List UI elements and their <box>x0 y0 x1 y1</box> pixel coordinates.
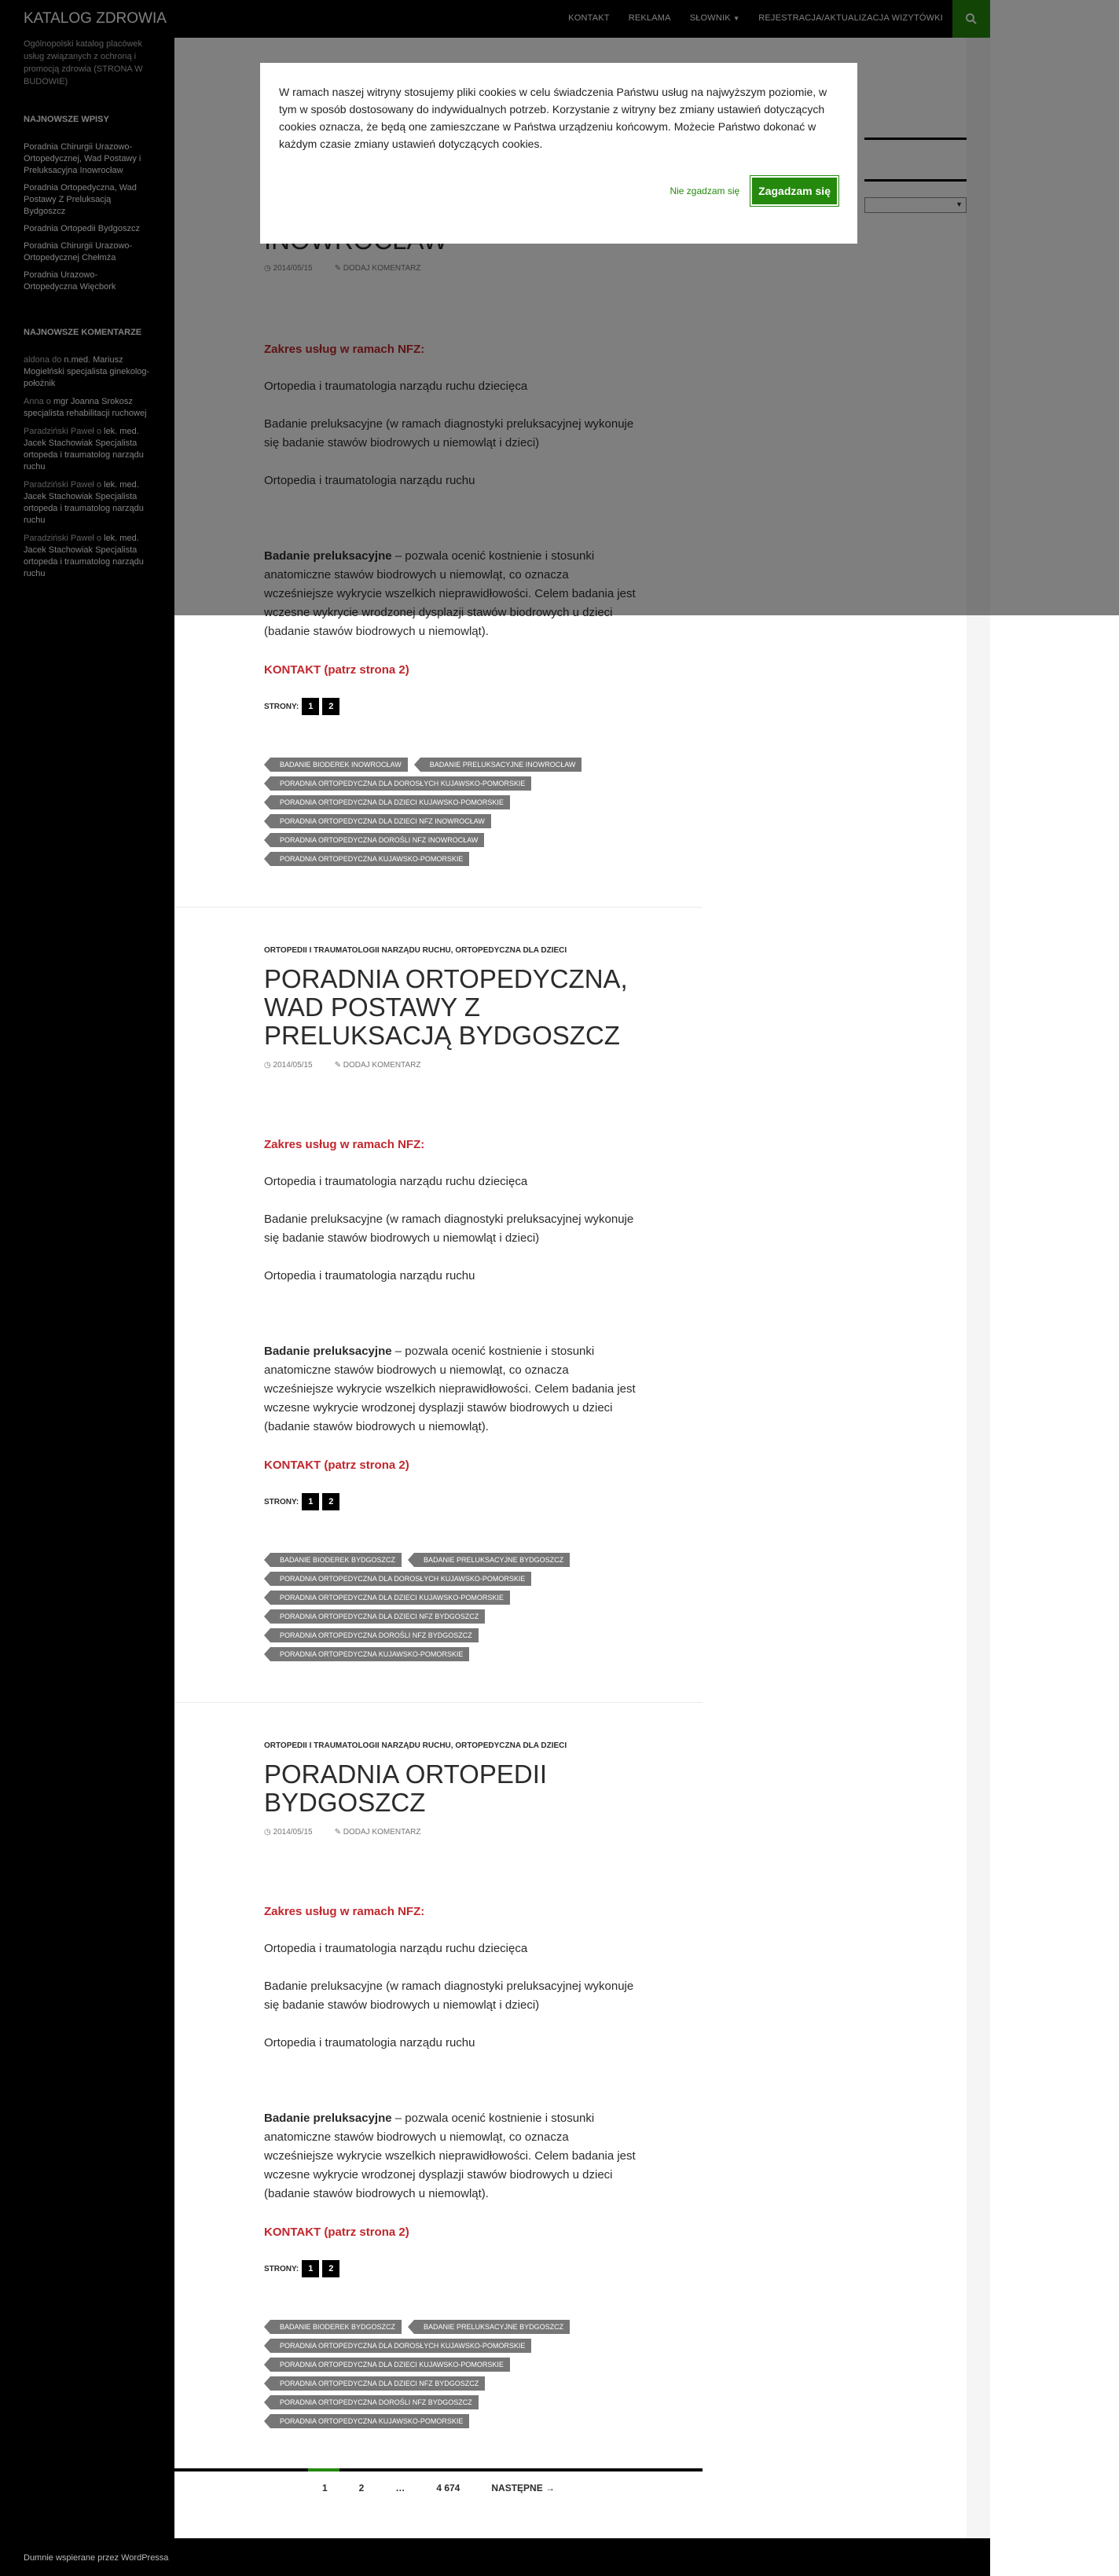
post-date[interactable]: ◷ 2014/05/15 <box>264 1828 313 1837</box>
tag[interactable]: PORADNIA ORTOPEDYCZNA KUJAWSKO-POMORSKIE <box>270 2414 469 2428</box>
tag[interactable]: BADANIE PRELUKSACYJNE INOWROCŁAW <box>420 758 582 772</box>
cookie-dialog <box>260 63 857 244</box>
cookie-text: W ramach naszej witryny stosujemy pliki cookies w celu świadczenia Państwu usług na najwyższym poziomie, w tym w sposób dostosowany do indywidualnych potrzeb. Korzystanie z witryny bez zmiany ustawień dotyczących cookies oznacza, że będą one zamieszczane w Państwa urządzeniu końcowym. Możecie Państwo dokonać w każdym czasie zmiany ustawień dotyczących cookies. <box>279 86 827 150</box>
post-separator <box>174 1702 703 1703</box>
add-comment-link[interactable]: ✎ DODAJ KOMENTARZ <box>334 1828 421 1837</box>
tag[interactable]: PORADNIA ORTOPEDYCZNA DLA DZIECI NFZ INOWROCŁAW <box>270 814 491 828</box>
tag[interactable]: PORADNIA ORTOPEDYCZNA DOROŚLI NFZ INOWROCŁAW <box>270 833 484 847</box>
tag[interactable]: PORADNIA ORTOPEDYCZNA DLA DZIECI NFZ BYDGOSZCZ <box>270 2376 485 2391</box>
tag[interactable]: PORADNIA ORTOPEDYCZNA DLA DOROSŁYCH KUJAWSKO-POMORSKIE <box>270 776 531 791</box>
page-link-2[interactable]: 2 <box>322 1493 339 1510</box>
tag[interactable]: BADANIE BIODEREK BYDGOSZCZ <box>270 2320 402 2334</box>
post-pages <box>264 698 339 715</box>
post-title[interactable]: PORADNIA ORTOPEDII BYDGOSZCZ <box>264 1760 548 1817</box>
paragraph: Badanie preluksacyjne (w ramach diagnostyki preluksacyjnej wykonuje się badanie stawów biodrowych u niemowląt i dzieci) <box>264 1980 634 2012</box>
post-title[interactable]: PORADNIA ORTOPEDYCZNA, WAD POSTAWY Z PRELUKSACJĄ BYDGOSZCZ <box>264 964 628 1050</box>
pagination-page[interactable]: 4 674 <box>436 2482 460 2493</box>
paragraph-rest: – pozwala ocenić kostnienie i stosunki anatomiczne stawów biodrowych u niemowląt, co oznacza wcześniejsze wykrycie wszelkich nieprawidłowości. Celem badania jest wczesne wykrycie wrodzonej dysplazji stawów biodrowych u dzieci (badanie stawów biodrowych u niemowląt). <box>264 1345 636 1433</box>
tag[interactable]: PORADNIA ORTOPEDYCZNA KUJAWSKO-POMORSKIE <box>270 1647 469 1661</box>
paragraph: Ortopedia i traumatologia narządu ruchu <box>264 2036 475 2049</box>
post-tags <box>264 1553 657 1666</box>
paragraph: Badanie preluksacyjne (w ramach diagnostyki preluksacyjnej wykonuje się badanie stawów biodrowych u niemowląt i dzieci) <box>264 1213 634 1245</box>
nfz-heading: Zakres usług w ramach NFZ: <box>264 1138 425 1151</box>
post-date[interactable]: ◷ 2014/05/15 <box>264 1061 313 1070</box>
pages-label: STRONY: <box>264 702 299 711</box>
tag[interactable]: BADANIE BIODEREK INOWROCŁAW <box>270 758 408 772</box>
post-tags <box>264 2320 657 2433</box>
post-separator <box>174 907 703 908</box>
tag[interactable]: PORADNIA ORTOPEDYCZNA DOROŚLI NFZ BYDGOSZCZ <box>270 2395 479 2409</box>
pagination-page[interactable]: 2 <box>358 2482 365 2493</box>
paragraph: Ortopedia i traumatologia narządu ruchu dziecięca <box>264 1942 528 1955</box>
post-pages <box>264 1493 339 1510</box>
pages-label: STRONY: <box>264 2264 299 2273</box>
tag[interactable]: PORADNIA ORTOPEDYCZNA DOROŚLI NFZ BYDGOSZCZ <box>270 1628 479 1642</box>
page-link-1[interactable]: 1 <box>302 698 319 715</box>
current-page-indicator <box>308 2468 339 2471</box>
nfz-heading: Zakres usług w ramach NFZ: <box>264 1905 425 1918</box>
tag[interactable]: PORADNIA ORTOPEDYCZNA DLA DOROSŁYCH KUJAWSKO-POMORSKIE <box>270 1572 531 1586</box>
post-categories[interactable]: ORTOPEDII I TRAUMATOLOGII NARZĄDU RUCHU, ORTOPEDYCZNA DLA DZIECI <box>264 946 567 955</box>
cookie-accept-button[interactable]: Zagadzam się <box>750 176 838 206</box>
tag[interactable]: PORADNIA ORTOPEDYCZNA KUJAWSKO-POMORSKIE <box>270 852 469 866</box>
tag[interactable]: BADANIE BIODEREK BYDGOSZCZ <box>270 1553 402 1567</box>
footer <box>0 2538 990 2576</box>
tag[interactable]: PORADNIA ORTOPEDYCZNA DLA DZIECI NFZ BYDGOSZCZ <box>270 1609 485 1624</box>
pagination-page[interactable]: 1 <box>321 2482 328 2493</box>
paragraph-rest: (badanie stawów biodrowych u niemowląt). <box>264 625 489 638</box>
tag[interactable]: PORADNIA ORTOPEDYCZNA DLA DZIECI KUJAWSKO-POMORSKIE <box>270 795 510 809</box>
paragraph: Ortopedia i traumatologia narządu ruchu dziecięca <box>264 1175 528 1188</box>
post-date-text: 2014/05/15 <box>273 1061 313 1070</box>
tag[interactable]: PORADNIA ORTOPEDYCZNA DLA DZIECI KUJAWSKO-POMORSKIE <box>270 1591 510 1605</box>
add-comment-link[interactable]: ✎ DODAJ KOMENTARZ <box>334 1061 421 1070</box>
page-link-1[interactable]: 1 <box>302 2260 319 2277</box>
paragraph-rest: – pozwala ocenić kostnienie i stosunki anatomiczne stawów biodrowych u niemowląt, co oznacza wcześniejsze wykrycie wszelkich nieprawidłowości. Celem badania jest wczesne wykrycie wrodzonej dysplazji stawów biodrowych u dzieci (badanie stawów biodrowych u niemowląt). <box>264 2112 636 2200</box>
tag[interactable]: BADANIE PRELUKSACYJNE BYDGOSZCZ <box>414 2320 570 2334</box>
tag[interactable]: PORADNIA ORTOPEDYCZNA DLA DOROSŁYCH KUJAWSKO-POMORSKIE <box>270 2339 531 2353</box>
pages-label: STRONY: <box>264 1497 299 1506</box>
paragraph <box>264 1342 637 1437</box>
cookie-decline-button[interactable]: Nie zgadzam się <box>670 185 740 196</box>
pagination-dots: … <box>395 2482 405 2493</box>
page-link-1[interactable]: 1 <box>302 1493 319 1510</box>
kontakt-link[interactable]: KONTAKT (patrz strona 2) <box>264 663 409 677</box>
paragraph-bold: Badanie preluksacyjne <box>264 2112 392 2125</box>
add-comment-text: DODAJ KOMENTARZ <box>343 1828 421 1837</box>
post-meta <box>264 1061 442 1070</box>
post-tags <box>264 758 657 871</box>
kontakt-link[interactable]: KONTAKT (patrz strona 2) <box>264 1459 409 1472</box>
pagination-next[interactable]: NASTĘPNE → <box>491 2482 556 2493</box>
footer-credit[interactable]: Dumnie wspierane przez WordPressa <box>24 2553 169 2563</box>
paragraph-bold: Badanie preluksacyjne <box>264 1345 392 1358</box>
kontakt-link[interactable]: KONTAKT (patrz strona 2) <box>264 2226 409 2239</box>
tag[interactable]: BADANIE PRELUKSACYJNE BYDGOSZCZ <box>414 1553 570 1567</box>
tag[interactable]: PORADNIA ORTOPEDYCZNA DLA DZIECI KUJAWSKO-POMORSKIE <box>270 2358 510 2372</box>
paragraph: Ortopedia i traumatologia narządu ruchu <box>264 1269 475 1282</box>
post-pages <box>264 2260 339 2277</box>
post-categories[interactable]: ORTOPEDII I TRAUMATOLOGII NARZĄDU RUCHU, ORTOPEDYCZNA DLA DZIECI <box>264 1741 567 1750</box>
post-date-text: 2014/05/15 <box>273 1828 313 1837</box>
page-link-2[interactable]: 2 <box>322 2260 339 2277</box>
paragraph <box>264 2109 637 2204</box>
add-comment-text: DODAJ KOMENTARZ <box>343 1061 421 1070</box>
post-meta <box>264 1828 442 1837</box>
pagination <box>174 2468 703 2493</box>
page-link-2[interactable]: 2 <box>322 698 339 715</box>
